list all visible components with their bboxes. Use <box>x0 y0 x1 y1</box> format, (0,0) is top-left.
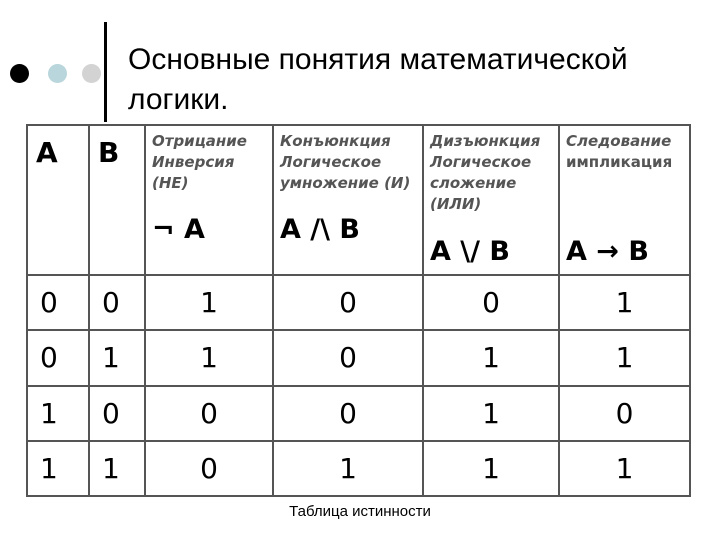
header-label: импликация <box>566 153 673 171</box>
header-symbol: ¬ A <box>152 214 205 245</box>
table-cell: 0 <box>89 386 145 441</box>
header-label: (НЕ) <box>152 174 189 192</box>
header-label: (ИЛИ) <box>430 195 482 213</box>
table-cell: 1 <box>145 275 273 330</box>
header-b: B <box>89 125 145 275</box>
header-symbol: A /\ B <box>280 214 360 245</box>
table-cell: 0 <box>145 441 273 496</box>
header-row <box>27 125 690 275</box>
table-cell: 0 <box>273 386 423 441</box>
table-cell: 1 <box>423 386 559 441</box>
table-cell: 1 <box>27 386 89 441</box>
table-cell: 1 <box>559 275 690 330</box>
table-cell: 0 <box>273 275 423 330</box>
table-cell: 1 <box>423 330 559 385</box>
table-row <box>27 330 690 385</box>
table-cell: 1 <box>423 441 559 496</box>
header-symbol: A \/ B <box>430 236 510 267</box>
table-cell: 0 <box>27 275 89 330</box>
slide-title: Основные понятия математической логики. <box>128 43 628 116</box>
table-cell: 0 <box>273 330 423 385</box>
header-label: Дизъюнкция <box>430 132 541 150</box>
table-row <box>27 386 690 441</box>
table-cell: 0 <box>145 386 273 441</box>
table-cell: 0 <box>559 386 690 441</box>
header-label: Логическое <box>430 153 532 171</box>
bullet-dots <box>8 64 98 86</box>
table-cell: 0 <box>89 275 145 330</box>
dot-teal <box>48 64 67 83</box>
header-conjunction <box>273 125 423 275</box>
header-disjunction <box>423 125 559 275</box>
table-caption: Таблица истинности <box>289 503 431 520</box>
table-cell: 1 <box>145 330 273 385</box>
header-label: Отрицание <box>152 132 247 150</box>
table-cell: 1 <box>89 441 145 496</box>
header-label: Следование <box>566 132 672 150</box>
table-cell: 1 <box>559 330 690 385</box>
dot-gray <box>82 64 101 83</box>
header-label: сложение <box>430 174 517 192</box>
header-a: A <box>27 125 89 275</box>
header-implication <box>559 125 690 275</box>
header-label: умножение (И) <box>280 174 411 192</box>
header-label: Инверсия <box>152 153 235 171</box>
table-cell: 1 <box>273 441 423 496</box>
table-cell: 1 <box>89 330 145 385</box>
table-cell: 0 <box>27 330 89 385</box>
header-negation <box>145 125 273 275</box>
header-label: Конъюнкция <box>280 132 391 150</box>
truth-table <box>26 124 689 497</box>
table-cell: 1 <box>559 441 690 496</box>
dot-black <box>10 64 29 83</box>
table-row <box>27 441 690 496</box>
table-cell: 0 <box>423 275 559 330</box>
table-row <box>27 275 690 330</box>
title-divider <box>104 22 107 122</box>
table-cell: 1 <box>27 441 89 496</box>
header-symbol: A → B <box>566 236 649 267</box>
header-label: Логическое <box>280 153 382 171</box>
